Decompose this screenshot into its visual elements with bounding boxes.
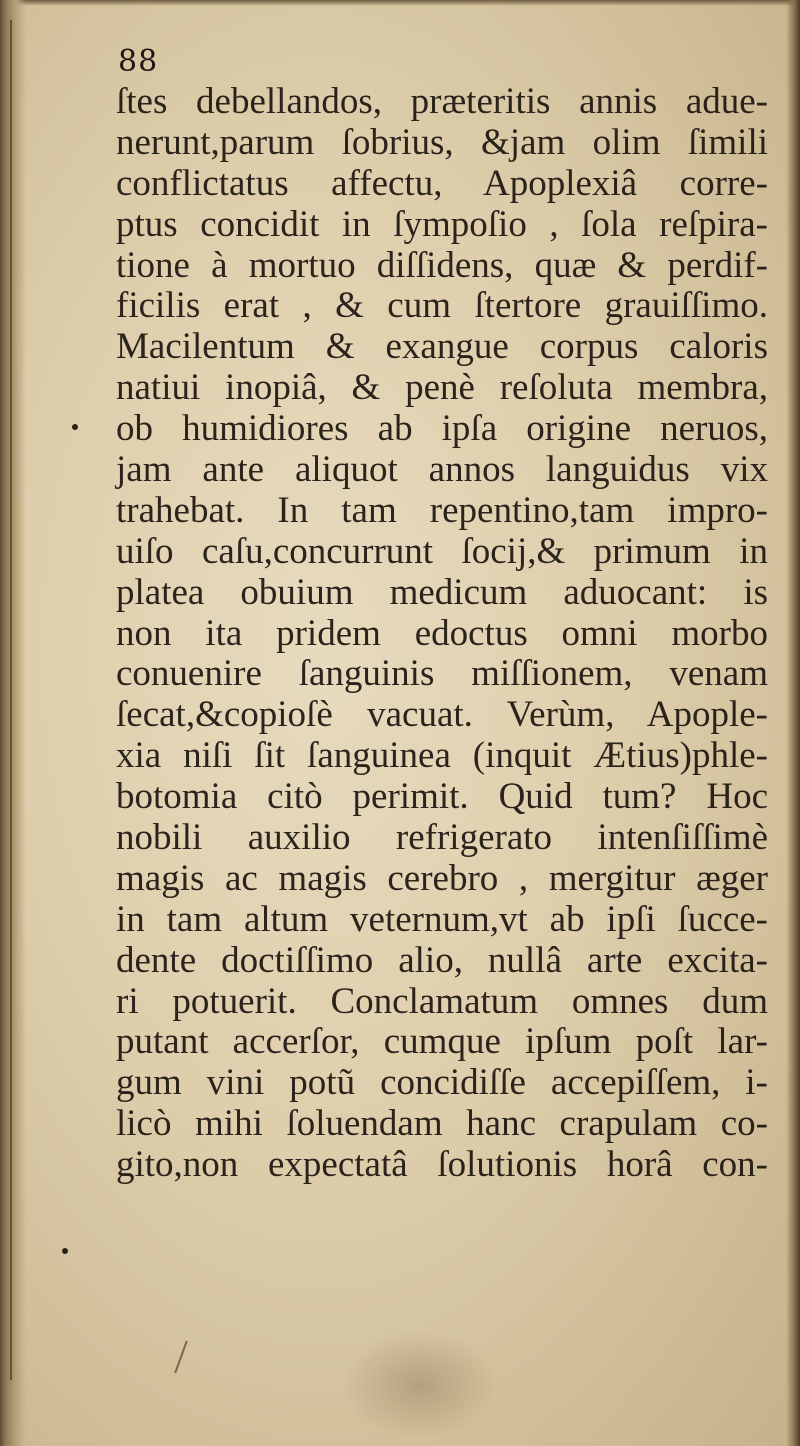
text-line: conuenire ſanguinis miſſionem, venam	[116, 653, 768, 695]
text-line: ſtes debellandos, præteritis annis adue-	[116, 81, 768, 122]
text-line: ri potuerit. Conclamatum omnes dum	[116, 980, 768, 1022]
page-right-edge	[786, 0, 800, 1446]
text-line: gum vini potũ concidiſſe accepiſſem, i-	[116, 1062, 768, 1104]
text-line: ob humidiores ab ipſa origine neruos,	[116, 408, 768, 450]
text-line: uiſo caſu,concurrunt ſocij,& primum in	[116, 530, 768, 572]
text-line: ptus concidit in ſympoſio , ſola reſpira-	[116, 203, 768, 245]
text-line: tione à mortuo diſſidens, quæ & perdif-	[116, 244, 768, 286]
text-line: conflictatus affectu, Apoplexiâ corre-	[116, 162, 768, 204]
margin-mark	[72, 424, 78, 430]
text-line: dente doctiſſimo alio, nullâ arte excita-	[116, 939, 768, 981]
text-line: Macilentum & exangue corpus caloris	[116, 326, 768, 368]
text-line: xia niſi ſit ſanguinea (inquit Ætius)phle-	[116, 735, 768, 777]
text-line: ficilis erat , & cum ſtertore grauiſſimo.	[116, 285, 768, 327]
binding-gutter	[0, 0, 26, 1446]
text-line: licò mihi ſoluendam hanc crapulam co-	[116, 1103, 768, 1145]
ink-mark	[174, 1341, 188, 1374]
paper-stain	[340, 1330, 500, 1440]
page-number: 88	[118, 44, 159, 79]
gutter-line	[10, 20, 12, 1380]
text-line: gito,non expectatâ ſolutionis horâ con-	[116, 1144, 768, 1186]
text-line: putant accerſor, cumque ipſum poſt lar-	[116, 1021, 768, 1063]
text-line: platea obuium medicum aduocant: is	[116, 571, 768, 613]
page-top-edge	[0, 0, 800, 6]
text-line: nobili auxilio refrigerato intenſiſſimè	[116, 817, 768, 859]
margin-mark	[62, 1248, 68, 1254]
text-line: jam ante aliquot annos languidus vix	[116, 449, 768, 491]
text-line: non ita pridem edoctus omni morbo	[116, 612, 768, 654]
text-line: natiui inopiâ, & penè reſoluta membra,	[116, 367, 768, 409]
body-text	[116, 82, 768, 1186]
text-line: in tam altum veternum,vt ab ipſi ſucce-	[116, 898, 768, 940]
text-line: nerunt,parum ſobrius, &jam olim ſimili	[116, 121, 768, 163]
text-line: magis ac magis cerebro , mergitur æger	[116, 857, 768, 899]
text-line: trahebat. In tam repentino,tam impro-	[116, 489, 768, 531]
text-line: botomia citò perimit. Quid tum? Hoc	[116, 776, 768, 818]
text-line: ſecat,&copioſè vacuat. Verùm, Apople-	[116, 694, 768, 736]
